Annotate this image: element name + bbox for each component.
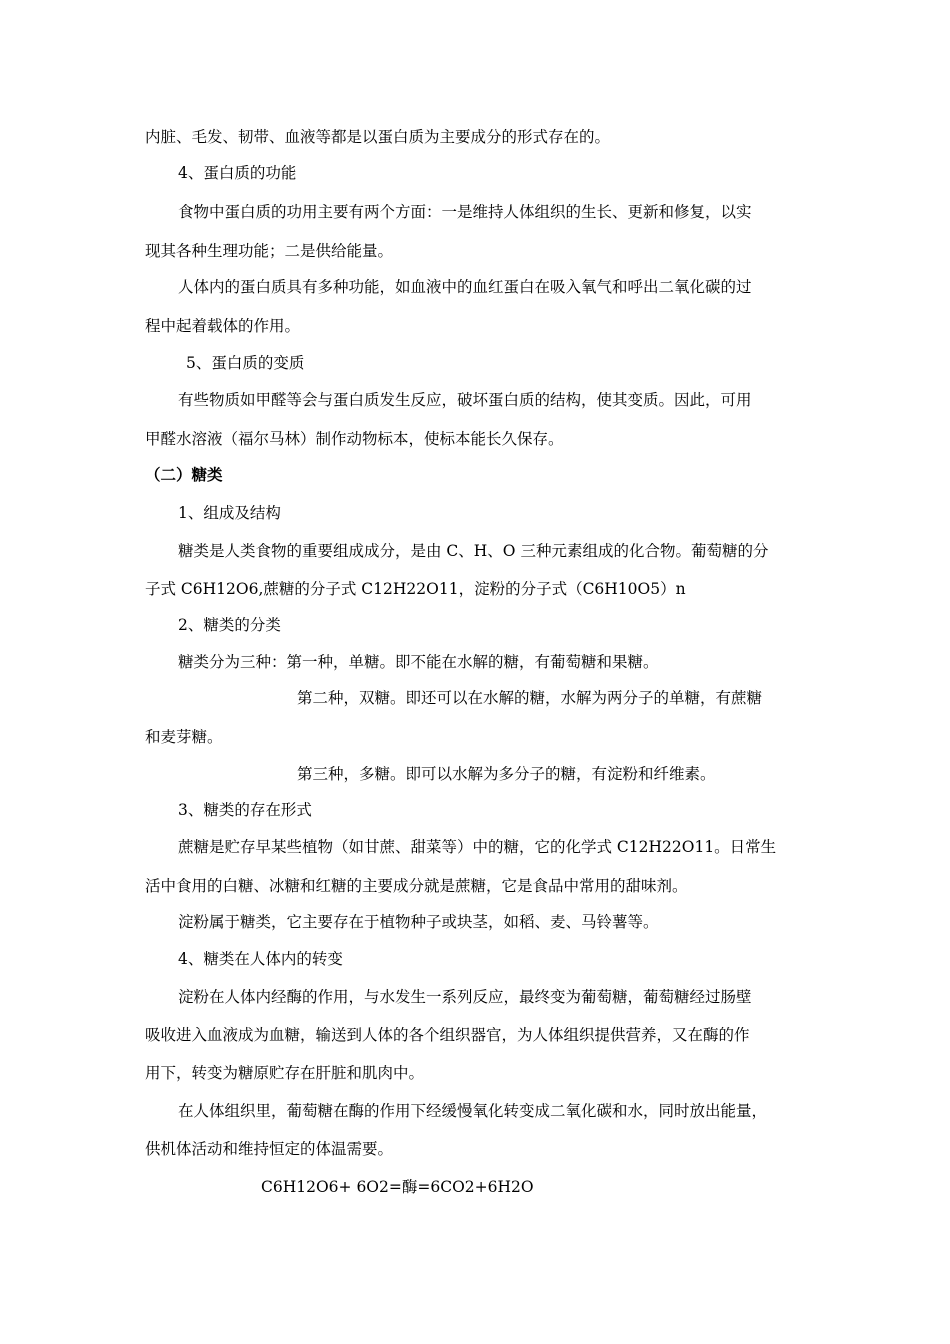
paragraph-line: 第三种，多糖。即可以水解为多分子的糖，有淀粉和纤维素。	[297, 765, 716, 783]
paragraph-line: 和麦芽糖。	[145, 728, 223, 746]
paragraph-line: 淀粉在人体内经酶的作用，与水发生一系列反应，最终变为葡萄糖，葡萄糖经过肠壁	[178, 988, 752, 1006]
paragraph-line: 现其各种生理功能；二是供给能量。	[145, 242, 394, 260]
section-heading: 4、蛋白质的功能	[178, 164, 297, 182]
paragraph-line: 程中起着载体的作用。	[145, 317, 301, 335]
section-heading: 1、组成及结构	[178, 504, 281, 522]
paragraph-line: 食物中蛋白质的功用主要有两个方面：一是维持人体组织的生长、更新和修复，以实	[178, 203, 752, 221]
paragraph-line: 用下，转变为糖原贮存在肝脏和肌肉中。	[145, 1064, 425, 1082]
paragraph-line: 人体内的蛋白质具有多种功能，如血液中的血红蛋白在吸入氧气和呼出二氧化碳的过	[178, 278, 752, 296]
paragraph-line: 甲醛水溶液（福尔马林）制作动物标本，使标本能长久保存。	[145, 430, 564, 448]
chapter-heading: （二）糖类	[145, 465, 223, 484]
paragraph-line: 内脏、毛发、韧带、血液等都是以蛋白质为主要成分的形式存在的。	[145, 128, 611, 146]
section-heading: 4、糖类在人体内的转变	[178, 950, 343, 968]
paragraph-line: 糖类分为三种：第一种，单糖。即不能在水解的糖，有葡萄糖和果糖。	[178, 653, 659, 671]
paragraph-line: 淀粉属于糖类，它主要存在于植物种子或块茎，如稻、麦、马铃薯等。	[178, 913, 659, 931]
section-heading: 3、糖类的存在形式	[178, 801, 312, 819]
section-heading: 2、糖类的分类	[178, 616, 281, 634]
section-heading: 5、蛋白质的变质	[186, 354, 305, 372]
paragraph-line: 活中食用的白糖、冰糖和红糖的主要成分就是蔗糖，它是食品中常用的甜味剂。	[145, 877, 688, 895]
paragraph-line: 子式 C6H12O6,蔗糖的分子式 C12H22O11，淀粉的分子式（C6H10O5）n	[145, 580, 686, 598]
paragraph-line: 在人体组织里，葡萄糖在酶的作用下经缓慢氧化转变成二氧化碳和水，同时放出能量，	[178, 1102, 768, 1120]
paragraph-line: 供机体活动和维持恒定的体温需要。	[145, 1140, 394, 1158]
chemical-equation: C6H12O6+ 6O2=酶=6CO2+6H2O	[261, 1178, 534, 1196]
paragraph-line: 糖类是人类食物的重要组成成分，是由 C、H、O 三种元素组成的化合物。葡萄糖的分	[178, 542, 769, 560]
paragraph-line: 吸收进入血液成为血糖，输送到人体的各个组织器官，为人体组织提供营养，又在酶的作	[145, 1026, 750, 1044]
paragraph-line: 有些物质如甲醛等会与蛋白质发生反应，破坏蛋白质的结构，使其变质。因此，可用	[178, 391, 752, 409]
paragraph-line: 蔗糖是贮存早某些植物（如甘蔗、甜菜等）中的糖，它的化学式 C12H22O11。日常生	[178, 838, 777, 856]
paragraph-line: 第二种，双糖。即还可以在水解的糖，水解为两分子的单糖，有蔗糖	[297, 689, 763, 707]
